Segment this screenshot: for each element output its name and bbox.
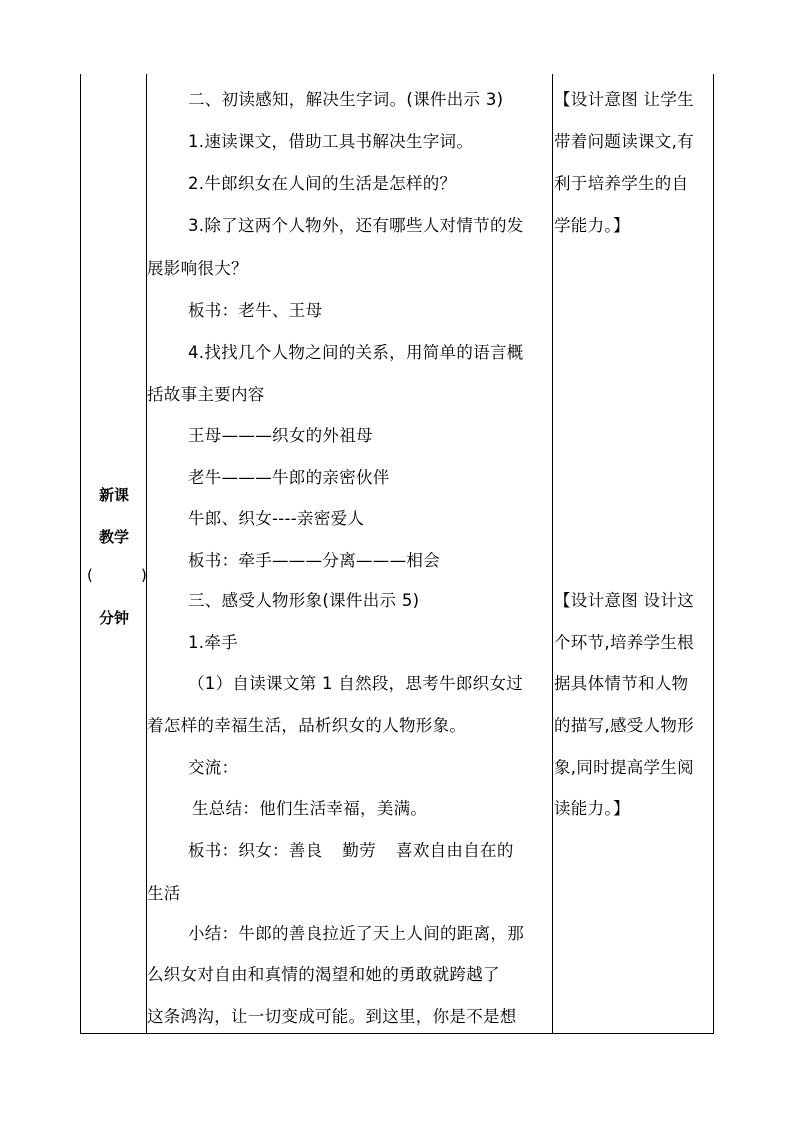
sub-step-1: 1.牵手 <box>188 633 238 652</box>
design-note-2-line3: 据具体情节和人物 <box>554 674 689 693</box>
design-note-2-line6: 读能力。】 <box>554 799 630 818</box>
design-note-2-line2: 个环节,培养学生根 <box>554 633 694 652</box>
heading-3: 三、感受人物形象(课件出示 5) <box>188 591 420 610</box>
section-label-line3: 分钟 <box>98 609 129 627</box>
heading-2: 二、初读感知，解决生字词。(课件出示 3) <box>188 90 504 109</box>
step-1: 1.速读课文，借助工具书解决生字词。 <box>188 132 474 151</box>
step-3-line1: 3.除了这两个人物外，还有哪些人对情节的发 <box>188 216 524 235</box>
task-1-line1: （1）自读课文第 1 自然段，思考牛郎织女过 <box>188 674 524 693</box>
lesson-table <box>80 74 714 1034</box>
task-1-line2: 着怎样的幸福生活，品析织女的人物形象。 <box>147 716 467 735</box>
exchange-label: 交流： <box>188 758 239 777</box>
design-note-2-line4: 的描写,感受人物形 <box>554 716 694 735</box>
summary-line2: 么织女对自由和真情的渴望和她的勇敢就跨越了 <box>147 965 500 984</box>
relation-1: 王母———织女的外祖母 <box>188 426 373 445</box>
paren-close: ) <box>141 566 147 584</box>
step-4-line1: 4.找找几个人物之间的关系，用简单的语言概 <box>188 343 524 362</box>
relation-2: 老牛———牛郎的亲密伙伴 <box>188 468 390 487</box>
step-3-line2: 展影响很大？ <box>147 259 248 278</box>
board-note-1: 板书：老牛、王母 <box>188 301 323 320</box>
board-note-3 <box>147 837 593 861</box>
student-summary: 生总结：他们生活幸福，美满。 <box>192 799 428 818</box>
step-4-line2: 括故事主要内容 <box>147 385 265 404</box>
board-note-3-part2: 勤劳 <box>342 841 377 860</box>
relation-3: 牛郎、织女----亲密爱人 <box>188 509 365 528</box>
step-2: 2.牛郎织女在人间的生活是怎样的？ <box>188 174 457 193</box>
board-note-3-part3: 喜欢自由自在的 <box>396 841 514 860</box>
design-note-1-line3: 利于培养学生的自 <box>554 174 689 193</box>
summary-line3: 这条鸿沟，让一切变成可能。到这里，你是不是想 <box>147 1007 517 1026</box>
design-note-1-line2: 带着问题读课文,有 <box>554 132 694 151</box>
section-label-line2: 教学 <box>98 528 129 546</box>
summary-line1: 小结：牛郎的善良拉近了天上人间的距离，那 <box>188 924 524 943</box>
design-note-1-line1: 【设计意图 让学生 <box>554 90 694 109</box>
design-note-2-line1: 【设计意图 设计这 <box>554 591 694 610</box>
design-note-1-line4: 学能力。】 <box>554 216 630 235</box>
board-note-3-line2: 生活 <box>147 884 181 903</box>
section-label-line1: 新课 <box>98 486 129 504</box>
paren-open: ( <box>87 566 93 584</box>
design-note-2-line5: 象,同时提高学生阅 <box>554 758 694 777</box>
board-note-2: 板书：牵手———分离———相会 <box>188 551 440 570</box>
board-note-3-part1: 板书：织女：善良 <box>188 841 323 860</box>
